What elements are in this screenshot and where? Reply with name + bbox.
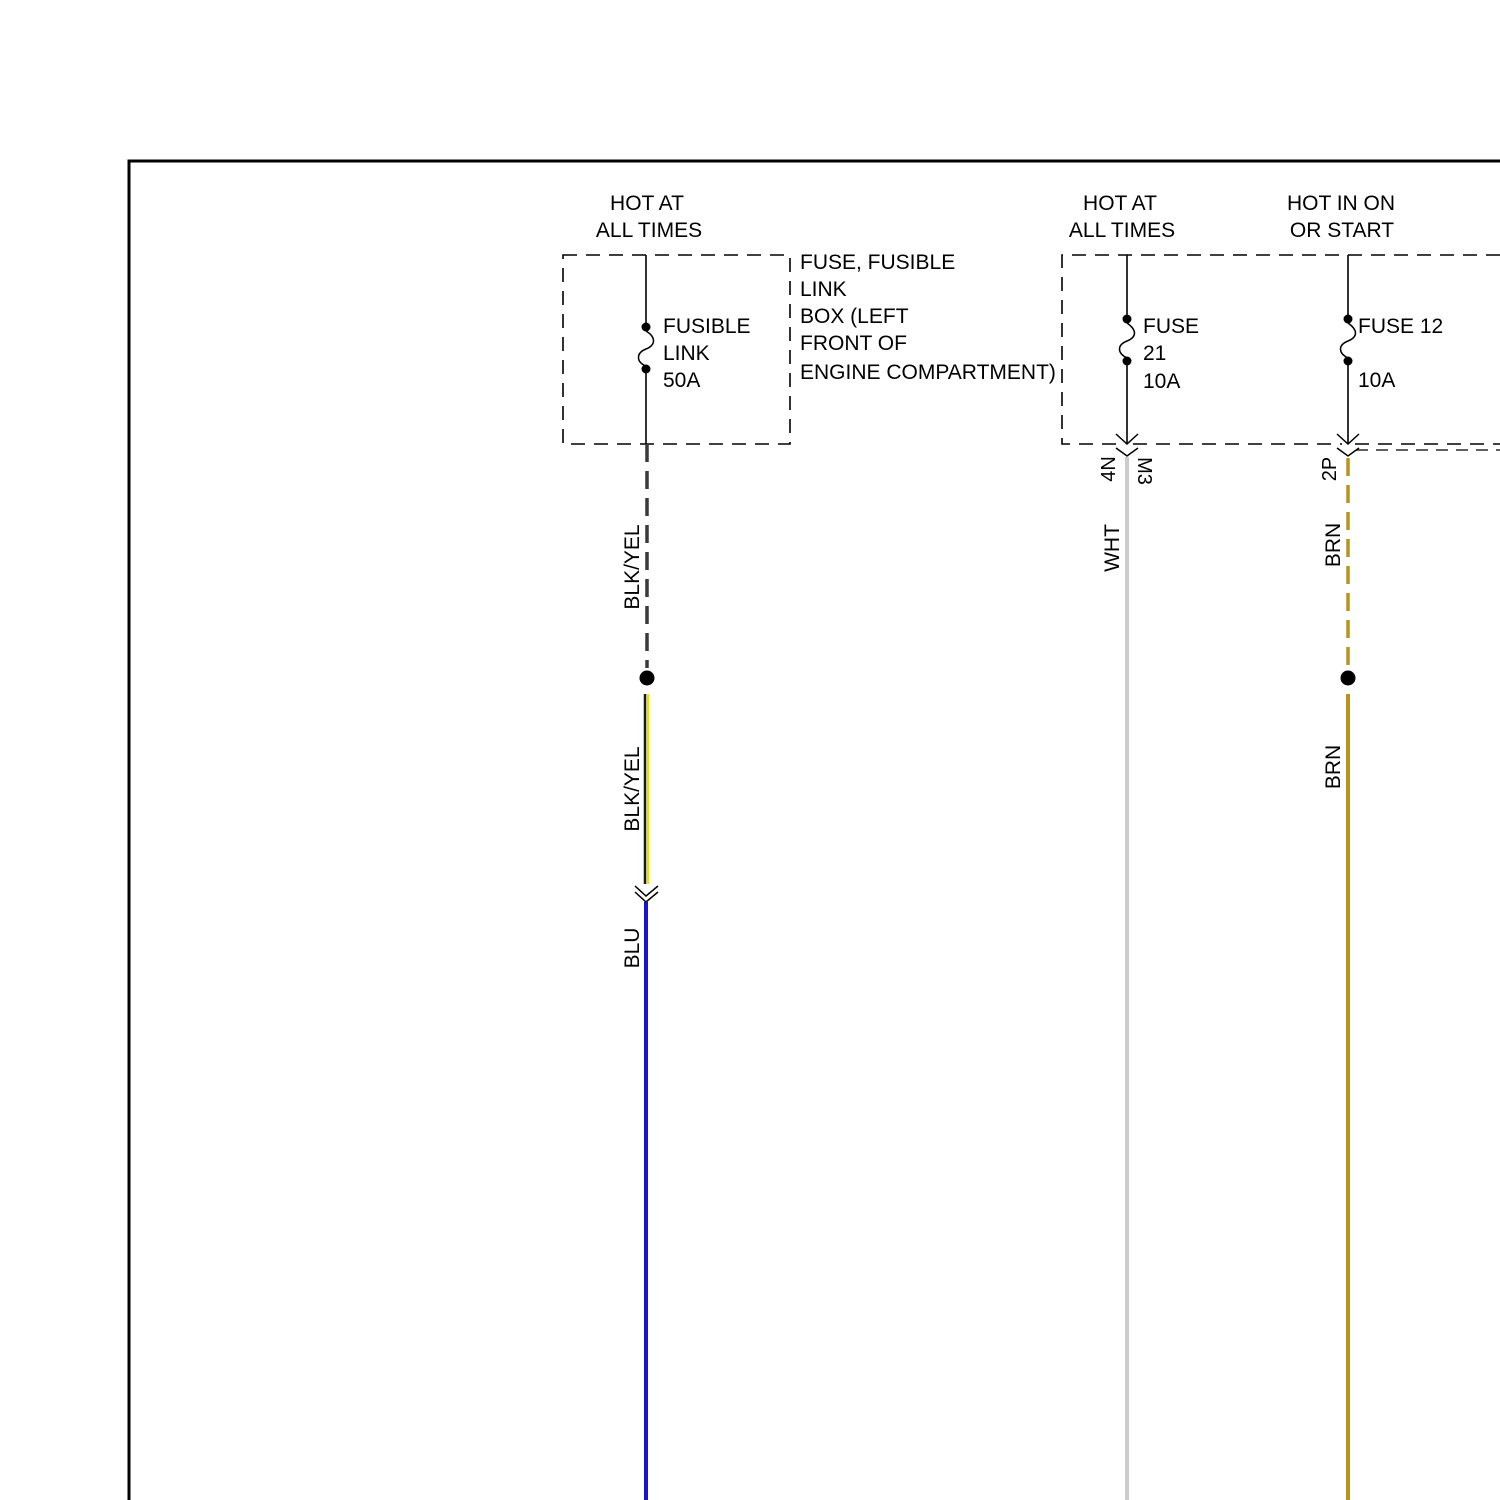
connector-label-2p: 2P bbox=[1319, 456, 1341, 482]
connector-label-m3: M3 bbox=[1133, 457, 1155, 485]
connector-label-4n: 4N bbox=[1098, 456, 1120, 482]
source-label-line2: ALL TIMES bbox=[1068, 219, 1176, 242]
fuse-12-terminal-top bbox=[1344, 315, 1353, 324]
source-label-line1: HOT AT bbox=[610, 192, 684, 215]
fuse-box-label-line3: BOX (LEFT bbox=[800, 305, 909, 328]
fuse-box-label-line1: FUSE, FUSIBLE bbox=[800, 251, 956, 274]
fuse-box-label-line5: ENGINE COMPARTMENT) bbox=[800, 361, 1056, 384]
fuse-21-label-line3: 10A bbox=[1143, 370, 1181, 393]
source-label-line2: OR START bbox=[1289, 219, 1395, 242]
fusible-link-symbol bbox=[639, 331, 654, 366]
wire-label-brn-lower: BRN bbox=[1322, 744, 1345, 790]
wire-label-blk-yel-upper: BLK/YEL bbox=[621, 524, 644, 610]
fuse-box-label-line2: LINK bbox=[800, 278, 847, 301]
fuse-12-label-line1: FUSE 12 bbox=[1358, 315, 1444, 338]
wire-label-wht: WHT bbox=[1101, 524, 1124, 572]
fusible-link-label-line1: FUSIBLE bbox=[663, 315, 751, 338]
wire-label-blu: BLU bbox=[621, 927, 644, 969]
fuse-21-symbol bbox=[1120, 323, 1135, 358]
wire-label-blk-yel-lower: BLK/YEL bbox=[621, 746, 644, 832]
fuse-21-label-line2: 21 bbox=[1143, 342, 1167, 365]
splice-dot-brn bbox=[1341, 671, 1356, 686]
inline-connector-symbol bbox=[635, 886, 658, 902]
source-label-line1: HOT IN ON bbox=[1286, 192, 1396, 215]
fuse-12-label-line2: 10A bbox=[1358, 369, 1396, 392]
fusible-link-label-line3: 50A bbox=[663, 369, 701, 392]
wire-label-brn-upper: BRN bbox=[1322, 522, 1345, 568]
fuse-12-symbol bbox=[1341, 323, 1356, 358]
fusible-link-terminal-top bbox=[642, 323, 651, 332]
fuse-box-label-line4: FRONT OF bbox=[800, 332, 907, 355]
fuse-21-terminal-top bbox=[1123, 315, 1132, 324]
source-label-line1: HOT AT bbox=[1083, 192, 1157, 215]
source-label-line2: ALL TIMES bbox=[595, 219, 703, 242]
splice-dot-blk-yel bbox=[640, 671, 655, 686]
fusible-link-label-line2: LINK bbox=[663, 342, 710, 365]
fuse-21-label-line1: FUSE bbox=[1143, 315, 1200, 338]
